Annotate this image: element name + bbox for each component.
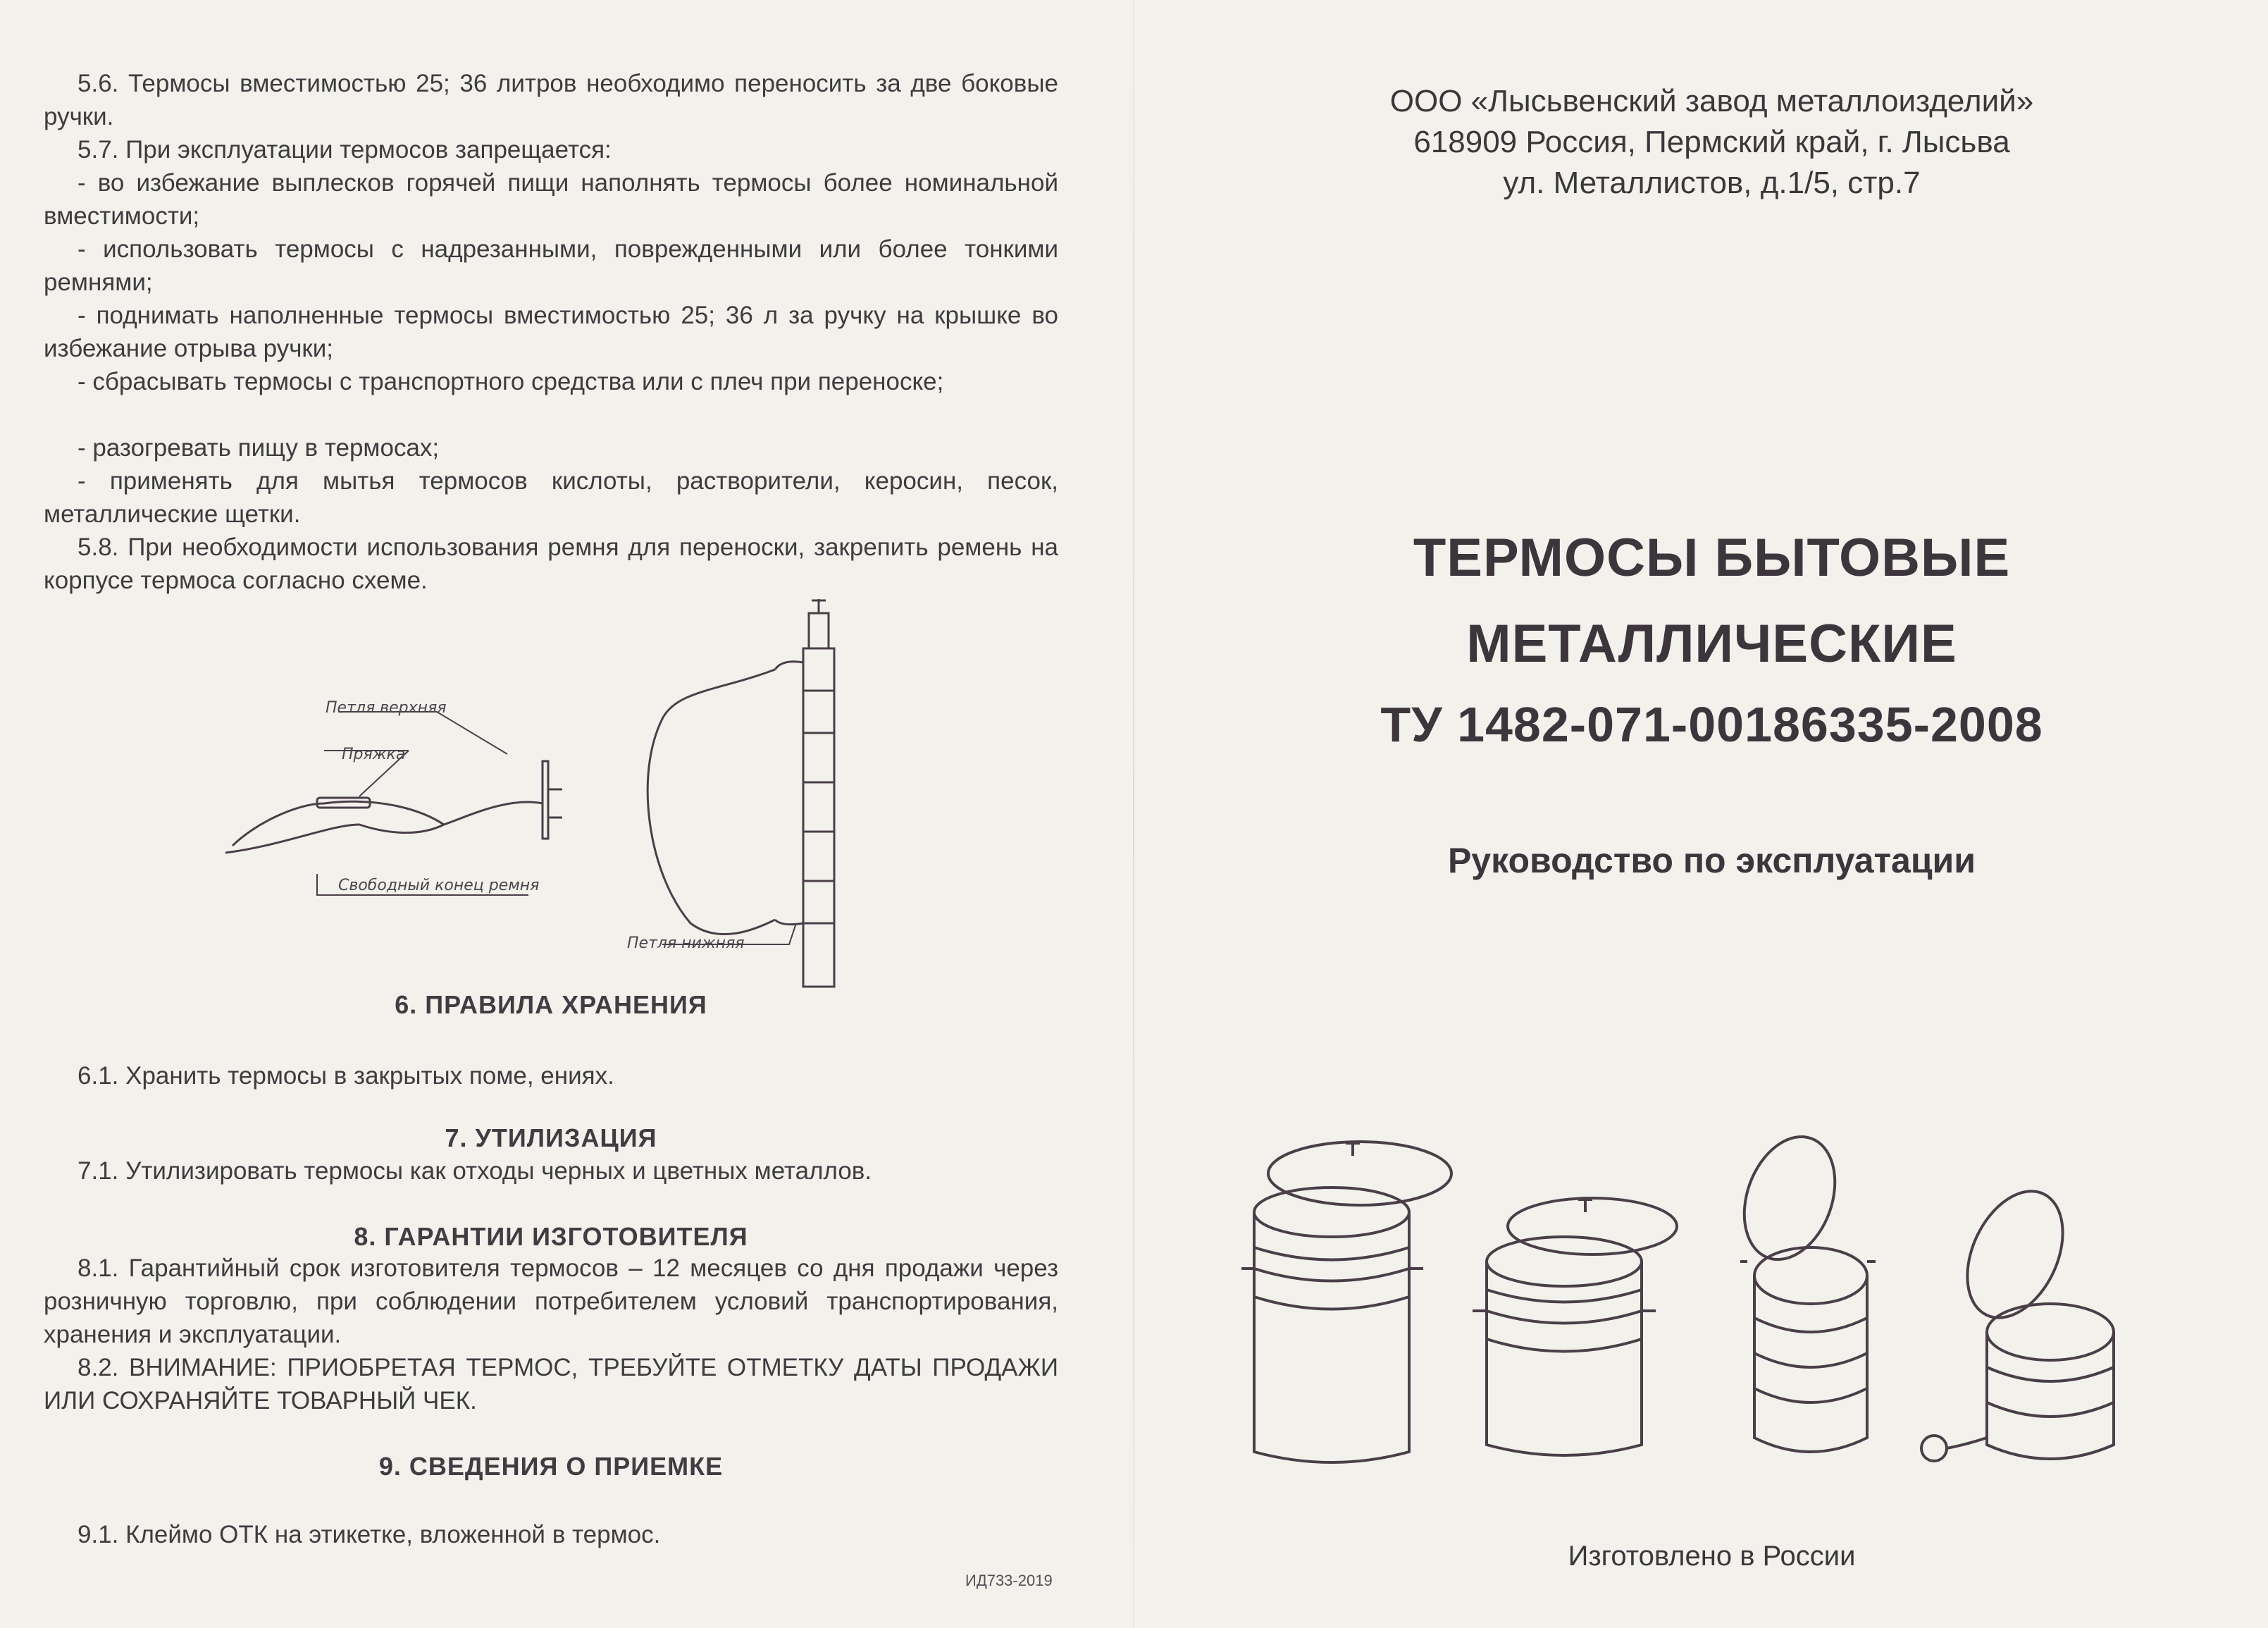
paragraph-9-1: 9.1. Клеймо ОТК на этикетке, вложенной в термос. bbox=[78, 1521, 661, 1548]
oval-thermos-small bbox=[1921, 1176, 2114, 1461]
label-lower-loop: Петля нижняя bbox=[627, 935, 745, 952]
strap-loop bbox=[647, 670, 775, 935]
standard-number: ТУ 1482-071-00186335-2008 bbox=[1380, 697, 2043, 752]
prohibition-item: - поднимать наполненные термосы вместимостью 25; 36 л за ручку на крышке во избежание отрыва ручки; bbox=[44, 302, 1058, 362]
left-page bbox=[0, 0, 1127, 1628]
company-street: ул. Металлистов, д.1/5, стр.7 bbox=[1503, 166, 1921, 200]
thermos-lid-handle bbox=[809, 613, 829, 648]
company-name: ООО «Лысьвенский завод металлоизделий» bbox=[1389, 84, 2034, 118]
document-code: ИД733-2019 bbox=[965, 1572, 1053, 1589]
prohibition-item: - разогревать пищу в термосах; bbox=[78, 434, 440, 462]
round-thermos-medium bbox=[1473, 1198, 1677, 1455]
paragraph-5-7: 5.7. При эксплуатации термосов запрещается: bbox=[78, 136, 612, 164]
manual-subtitle: Руководство по эксплуатации bbox=[1447, 841, 1976, 880]
prohibition-item: - сбрасывать термосы с транспортного средства или с плеч при переноске; bbox=[78, 368, 944, 395]
thermos-illustration bbox=[1226, 1135, 2198, 1473]
title-line-1: ТЕРМОСЫ БЫТОВЫЕ bbox=[1413, 528, 2011, 588]
prohibition-item: - использовать термосы с надрезанными, поврежденными или более тонкими ремнями; bbox=[44, 235, 1058, 296]
section-7-heading: 7. УТИЛИЗАЦИЯ bbox=[445, 1123, 657, 1152]
oval-thermos-large bbox=[1728, 1124, 1876, 1452]
section-6-heading: 6. ПРАВИЛА ХРАНЕНИЯ bbox=[395, 990, 707, 1019]
right-page bbox=[1155, 0, 2268, 1628]
label-free-end: Свободный конец ремня bbox=[338, 877, 540, 894]
prohibition-item: - применять для мытья термосов кислоты, растворители, керосин, песок, металлические щетки. bbox=[44, 467, 1058, 528]
company-address: 618909 Россия, Пермский край, г. Лысьва bbox=[1413, 125, 2010, 159]
section-8-heading: 8. ГАРАНТИИ ИЗГОТОВИТЕЛЯ bbox=[354, 1222, 748, 1251]
paragraph-8-2: 8.2. ВНИМАНИЕ: ПРИОБРЕТАЯ ТЕРМОС, ТРЕБУЙТЕ ОТМЕТКУ ДАТЫ ПРОДАЖИ ИЛИ СОХРАНЯЙТЕ ТОВАРНЫЙ ЧЕК. bbox=[44, 1354, 1058, 1414]
label-upper-loop: Петля верхняя bbox=[326, 699, 447, 717]
title-line-2: МЕТАЛЛИЧЕСКИЕ bbox=[1466, 614, 1957, 674]
round-thermos-large bbox=[1241, 1142, 1451, 1462]
label-buckle: Пряжка bbox=[342, 746, 406, 763]
paragraph-6-1: 6.1. Хранить термосы в закрытых поме, ениях. bbox=[78, 1062, 614, 1090]
paragraph-8-1: 8.1. Гарантийный срок изготовителя термосов – 12 месяцев со дня продажи через розничную торговлю, при соблюдении потребителем условий транспортирования, хранения и эксплуатации. bbox=[44, 1254, 1058, 1348]
thermos-body-side bbox=[803, 648, 834, 987]
strap-diagram bbox=[211, 592, 845, 994]
section-9-heading: 9. СВЕДЕНИЯ О ПРИЕМКЕ bbox=[378, 1452, 724, 1481]
prohibition-item: - во избежание выплесков горячей пищи наполнять термосы более номинальной вместимости; bbox=[44, 169, 1058, 230]
paragraph-5-8: 5.8. При необходимости использования ремня для переноски, закрепить ремень на корпусе термоса согласно схеме. bbox=[44, 534, 1058, 594]
paragraph-5-6: 5.6. Термосы вместимостью 25; 36 литров необходимо переносить за две боковые ручки. bbox=[44, 70, 1058, 130]
paragraph-7-1: 7.1. Утилизировать термосы как отходы черных и цветных металлов. bbox=[78, 1157, 872, 1185]
made-in-russia: Изготовлено в России bbox=[1568, 1541, 1856, 1572]
page-fold bbox=[1133, 0, 1134, 1628]
